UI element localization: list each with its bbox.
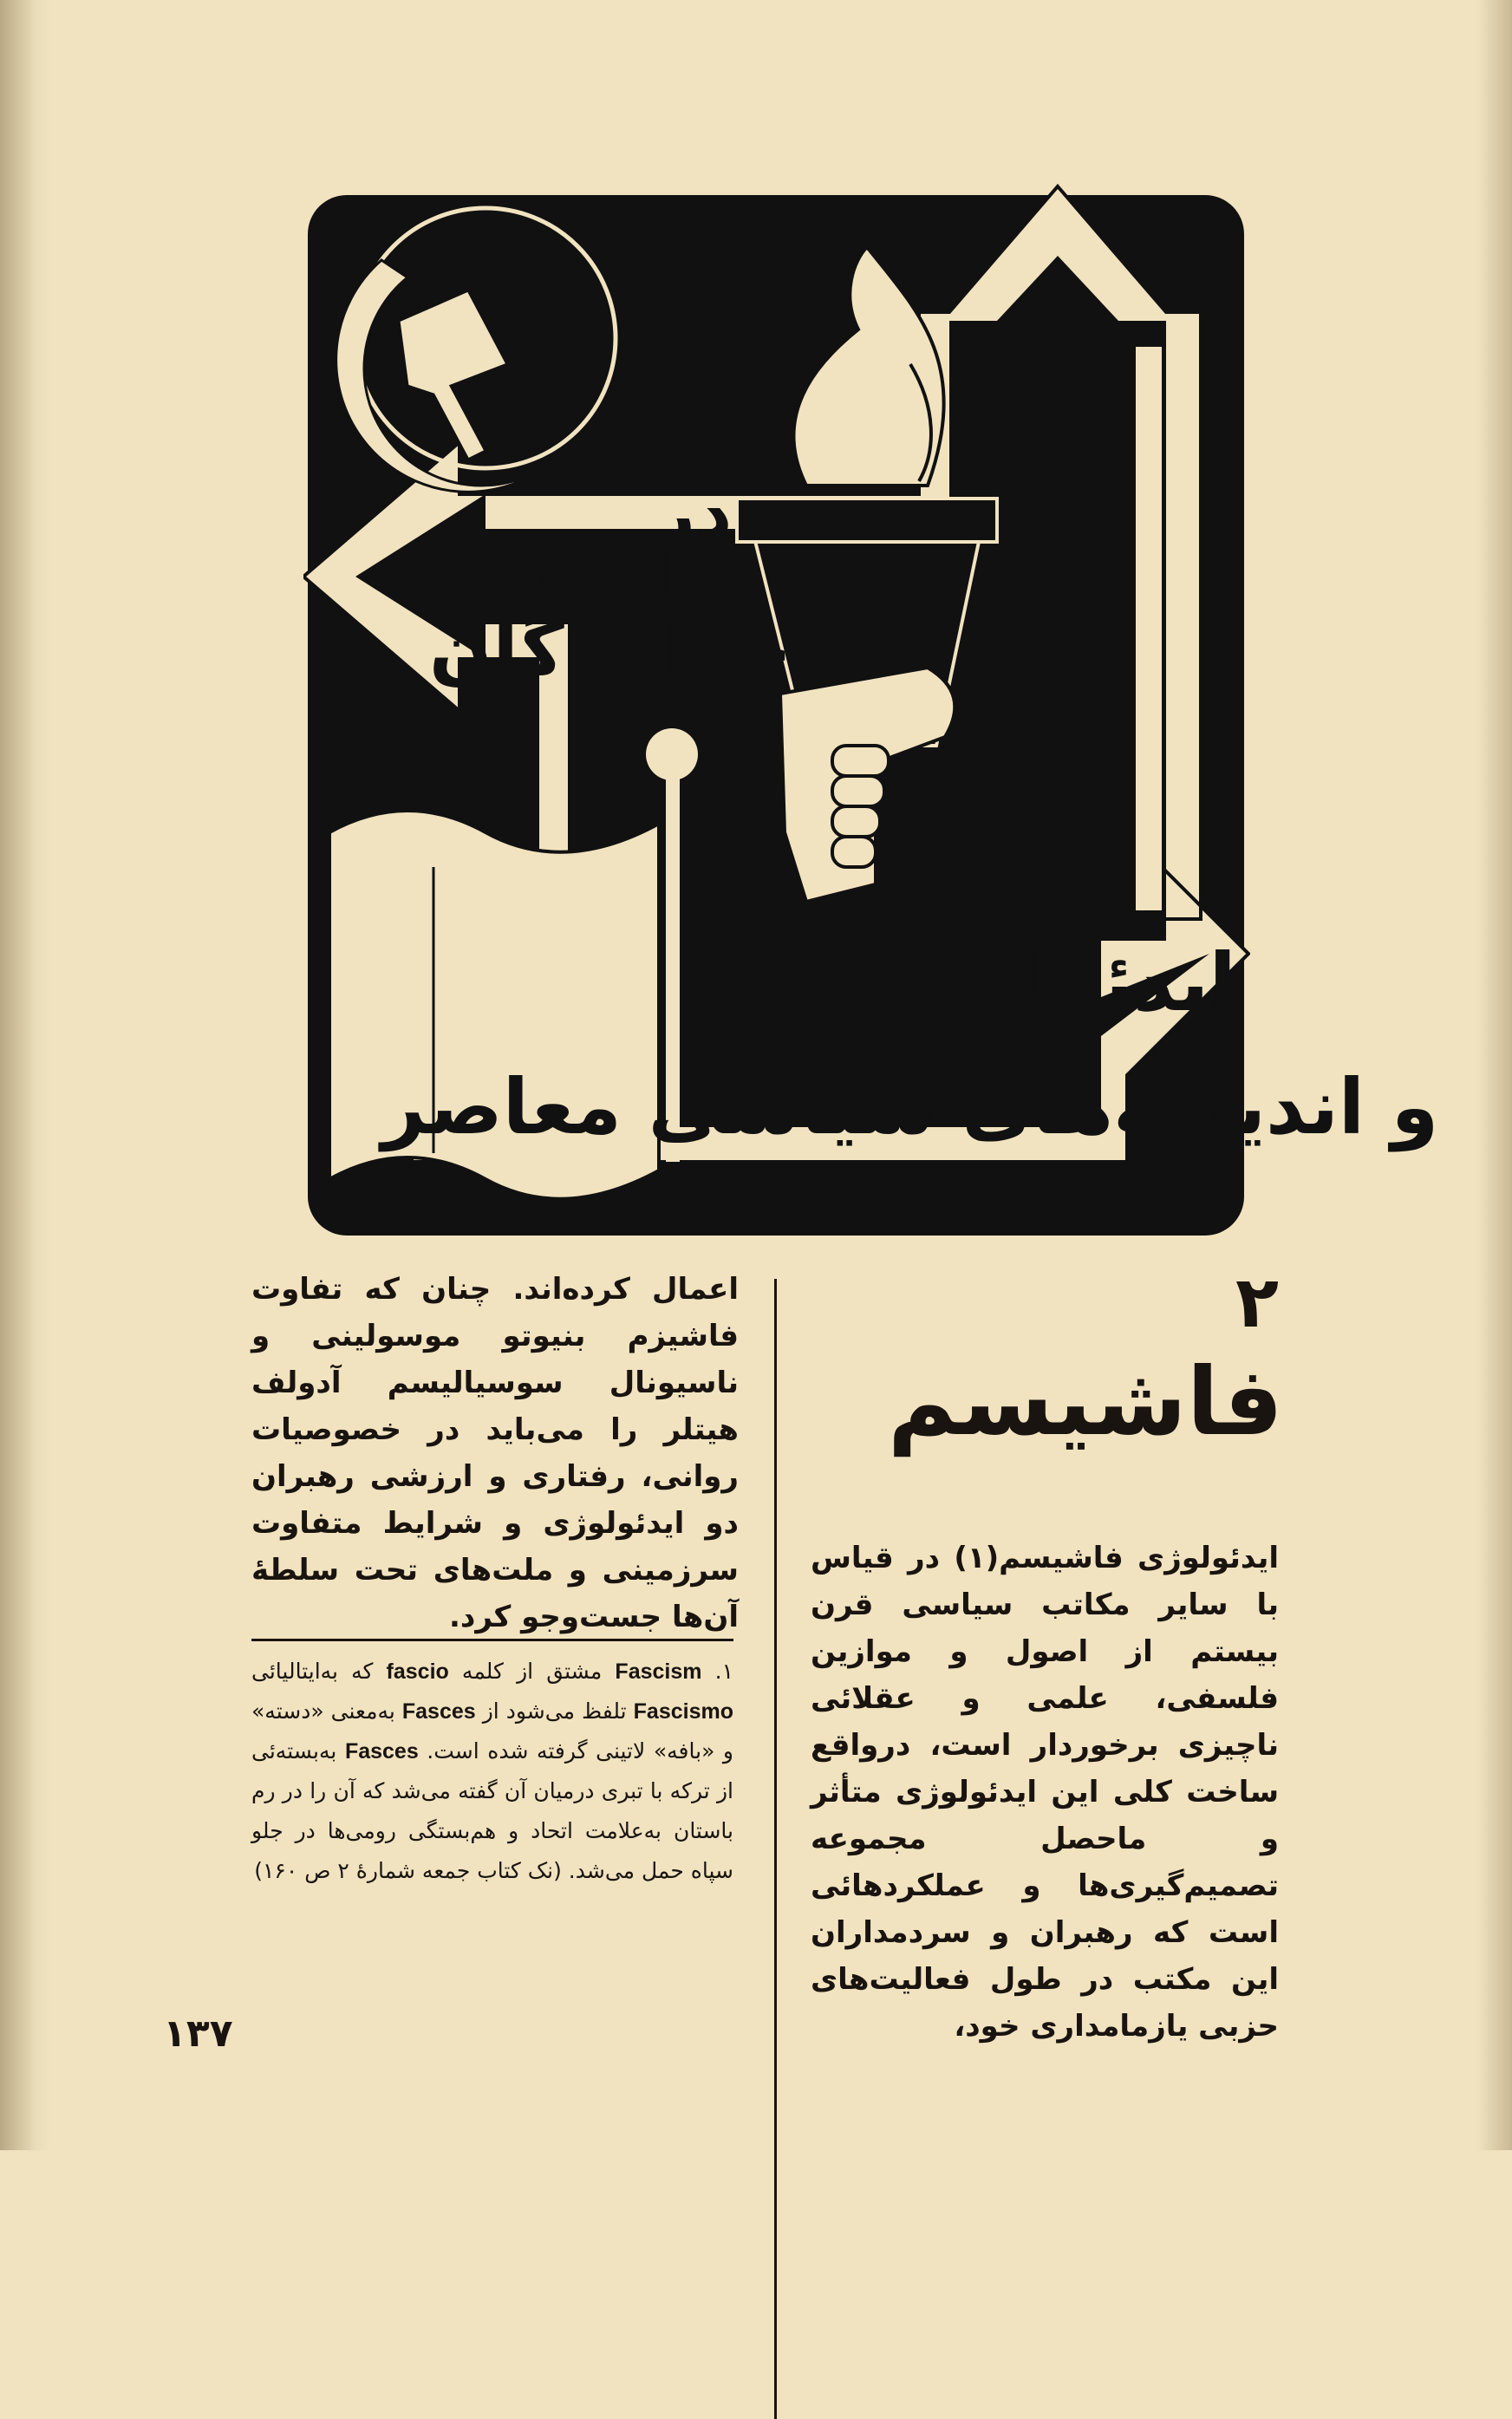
footnote-text: که به‌ایتالیائی xyxy=(251,1659,387,1684)
footnote xyxy=(251,1652,733,1891)
footnote-term: Fasces xyxy=(401,1699,476,1724)
page-number: ۱۳۷ xyxy=(163,2011,233,2056)
emblem-heading-dar: در xyxy=(655,473,733,555)
article-left-column: اعمال کرده‌اند. چنان که تفاوت فاشیزم بنیوتو موسولینی و ناسیونال سوسیالیسم آدولف هیتلر را می‌باید در خصوصیات روانی، رفتاری و ارزشی رهبران دو ایدئولوژی و شرایط متفاوت سرزمینی و ملت‌های تحت سلطهٔ آن‌ها جست‌وجو کرد. xyxy=(251,1272,739,1634)
footnote-term: fascio xyxy=(386,1659,449,1684)
footnote-term: Fascismo xyxy=(633,1699,733,1724)
footnote-text: به‌معنی «دسته» و «بافه» لاتینی گرفته شده است. xyxy=(251,1699,733,1764)
column-divider xyxy=(774,1279,777,2419)
footnote-term: Fascism xyxy=(615,1659,702,1684)
footnote-text: تلفظ می‌شود از xyxy=(475,1699,634,1724)
footnote-rule xyxy=(251,1639,733,1641)
series-title-line2: و اندیشه‌های سیاسی معاصر xyxy=(381,1062,1439,1151)
section-title: فاشیسم xyxy=(887,1348,1283,1457)
emblem-heading-pasokh: پاسخ xyxy=(538,538,713,620)
footnote-text: مشتق از کلمه xyxy=(448,1659,616,1684)
article-right-column: ایدئولوژی فاشیسم(۱) در قیاس با سایر مکاتب سیاسی قرن بیستم از اصول و موازین فلسفی، علمی و عقلائی ناچیزی برخوردار است، درواقع ساخت کلی این ایدئولوژی متأثر و ماحصل مجموعه تصمیم‌گیری‌ها و عملکردهائی است که رهبران و سردمداران این مکتب در طول فعالیت‌های حزبی یازمامداری خود، xyxy=(811,1541,1279,2044)
edge-shadow-right xyxy=(1477,0,1512,2150)
footnote-term: Fasces xyxy=(344,1739,419,1764)
section-number: ۲ xyxy=(1235,1262,1279,1344)
emblem-heading-khanandegan: خوانندگان xyxy=(429,607,792,694)
footnote-text: ۱. xyxy=(701,1659,733,1684)
emblem-arrow-band xyxy=(1136,347,1162,910)
binding-shadow-left xyxy=(0,0,50,2150)
footnote-text: به‌بسته‌ئی از ترکه با تبری درمیان آن گفته می‌شد که آن را در رم باستان به‌علامت اتحاد و هم‌بستگی رومی‌ها در جلو سپاه حمل می‌شد. (نک کتاب جمعه شمارهٔ ۲ ص ۱۶۰) xyxy=(251,1738,733,1883)
series-title-line1: ایدئولوژی xyxy=(854,936,1236,1029)
torch-rim xyxy=(737,499,997,542)
